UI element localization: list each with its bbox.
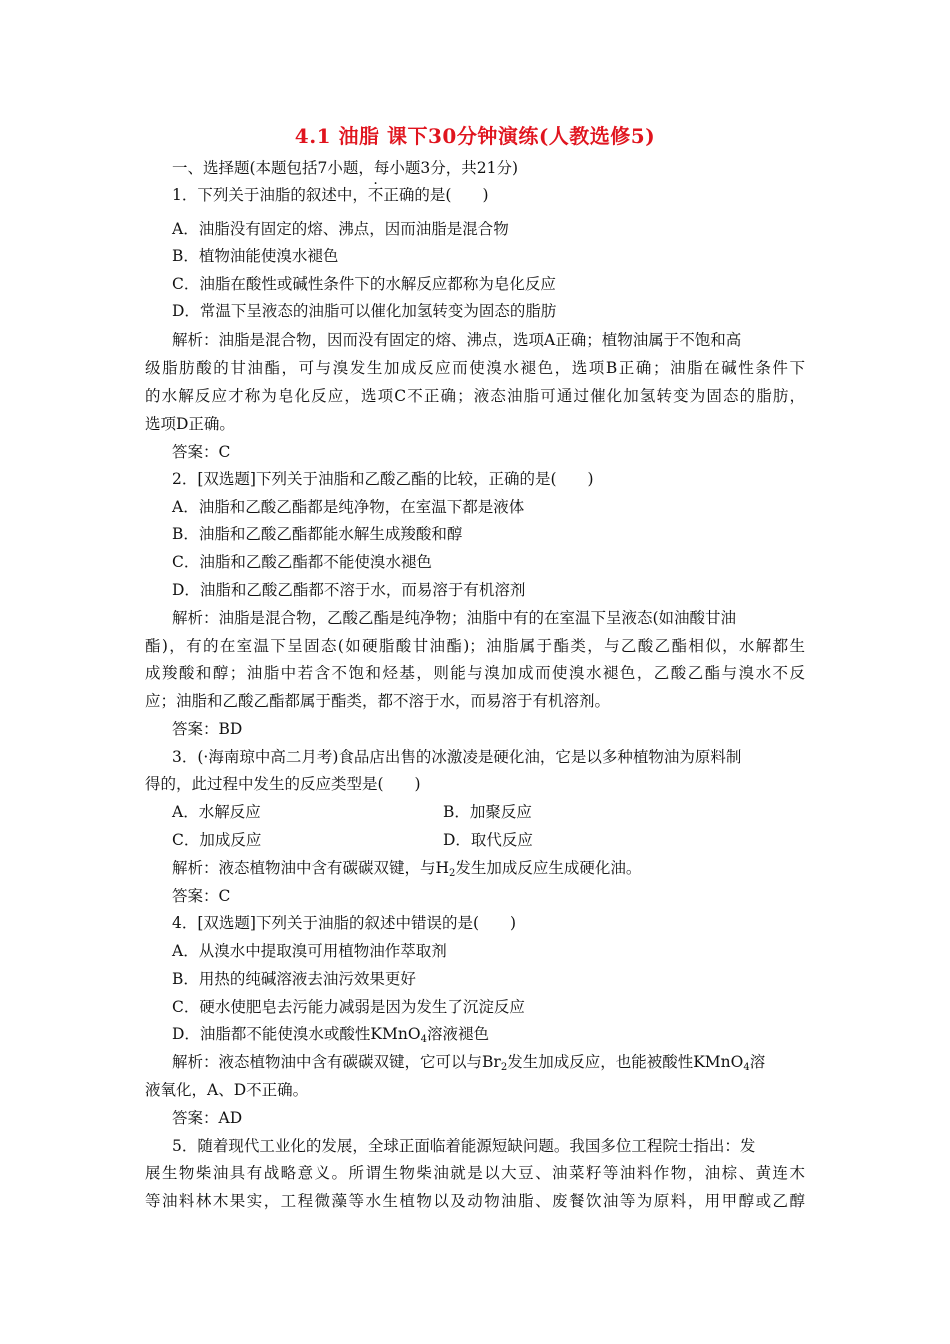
question-3-options-row	[0, 798, 950, 826]
question-1-answer: 答案：C	[172, 443, 231, 461]
question-5-stem: 展生物柴油具有战略意义。所谓生物柴油就是以大豆、油菜籽等油料作物，油棕、黄连木	[145, 1164, 805, 1182]
question-2-stem: 2．[双选题]下列关于油脂和乙酸乙酯的比较，正确的是( )	[172, 470, 594, 488]
question-3-stem: 3．(·海南琼中高二月考)食品店出售的冰激凌是硬化油，它是以多种植物油为原料制	[172, 748, 742, 766]
question-3-option-c: C．加成反应	[172, 831, 262, 849]
question-1-explanation: 选项D正确。	[145, 415, 235, 433]
question-3-answer: 答案：C	[172, 887, 231, 905]
question-4-option-b: B．用热的纯碱溶液去油污效果更好	[172, 970, 416, 988]
question-2-explanation: 解析：油脂是混合物，乙酸乙酯是纯净物；油脂中有的在室温下呈液态(如油酸甘油	[172, 609, 737, 627]
question-2-answer: 答案：BD	[172, 720, 243, 738]
question-4-explanation: 液氧化，A、D不正确。	[145, 1081, 309, 1099]
question-1-explanation: 的水解反应才称为皂化反应，选项C不正确；液态油脂可通过催化加氢转变为固态的脂肪，	[145, 387, 805, 405]
question-1-option-d: D．常温下呈液态的油脂可以催化加氢转变为固态的脂肪	[172, 302, 557, 320]
question-1-explanation: 级脂肪酸的甘油酯，可与溴发生加成反应而使溴水褪色，选项B正确；油脂在碱性条件下	[145, 359, 805, 377]
question-4-answer: 答案：AD	[172, 1109, 243, 1127]
question-2-option-b: B．油脂和乙酸乙酯都能水解生成羧酸和醇	[172, 525, 463, 543]
question-4-stem: 4．[双选题]下列关于油脂的叙述中错误的是( )	[172, 914, 517, 932]
question-1-option-a: A．油脂没有固定的熔、沸点，因而油脂是混合物	[172, 220, 509, 238]
question-2-option-c: C．油脂和乙酸乙酯都不能使溴水褪色	[172, 553, 432, 571]
question-2-option-d: D．油脂和乙酸乙酯都不溶于水，而易溶于有机溶剂	[172, 581, 526, 599]
question-1-option-c: C．油脂在酸性或碱性条件下的水解反应都称为皂化反应	[172, 275, 556, 293]
question-2-explanation: 酯)，有的在室温下呈固态(如硬脂酸甘油酯)；油脂属于酯类，与乙酸乙酯相似，水解都生	[145, 637, 805, 655]
emphasis-dot-text: 不	[367, 186, 384, 204]
question-2-explanation: 成羧酸和醇；油脂中若含不饱和烃基，则能与溴加成而使溴水褪色，乙酸乙酯与溴水不反	[145, 664, 805, 682]
question-3-stem: 得的，此过程中发生的反应类型是( )	[145, 775, 421, 793]
question-2-option-a: A．油脂和乙酸乙酯都是纯净物，在室温下都是液体	[172, 498, 525, 516]
question-2-explanation: 应；油脂和乙酸乙酯都属于酯类，都不溶于水，而易溶于有机溶剂。	[145, 692, 611, 710]
section-heading: 一、选择题(本题包括7小题，每小题3分，共21分)	[172, 159, 519, 177]
question-3-option-a: A．水解反应	[172, 803, 261, 821]
question-4-option-c: C．硬水使肥皂去污能力减弱是因为发生了沉淀反应	[172, 998, 525, 1016]
question-4-option-a: A．从溴水中提取溴可用植物油作萃取剂	[172, 942, 447, 960]
question-4-explanation: 解析：液态植物油中含有碳碳双键，它可以与$Br_2$发生加成反应，也能被酸性KMnO$_4$溶	[172, 1053, 766, 1073]
document-title: 4.1 油脂 课下30分钟演练(人教选修5)	[294, 124, 656, 148]
question-4-option-d: D．油脂都不能使溴水或酸性KMnO$_4$溶液褪色	[172, 1025, 489, 1045]
question-5-stem: 5．随着现代工业化的发展，全球正面临着能源短缺问题。我国多位工程院士指出：发	[172, 1137, 756, 1155]
question-3-option-b: B．加聚反应	[443, 803, 532, 821]
question-1-stem: 1．下列关于油脂的叙述中，不正确的是( )	[172, 186, 489, 204]
question-1-explanation: 解析：油脂是混合物，因而没有固定的熔、沸点，选项A正确；植物油属于不饱和高	[172, 331, 742, 349]
question-1-option-b: B．植物油能使溴水褪色	[172, 247, 339, 265]
question-5-stem: 等油料林木果实，工程微藻等水生植物以及动物油脂、废餐饮油等为原料，用甲醇或乙醇	[145, 1192, 805, 1210]
question-3-option-d: D．取代反应	[443, 831, 533, 849]
question-3-explanation: 解析：液态植物油中含有碳碳双键，与$H_2$发生加成反应生成硬化油。	[172, 859, 642, 879]
question-3-options-row	[0, 826, 950, 854]
